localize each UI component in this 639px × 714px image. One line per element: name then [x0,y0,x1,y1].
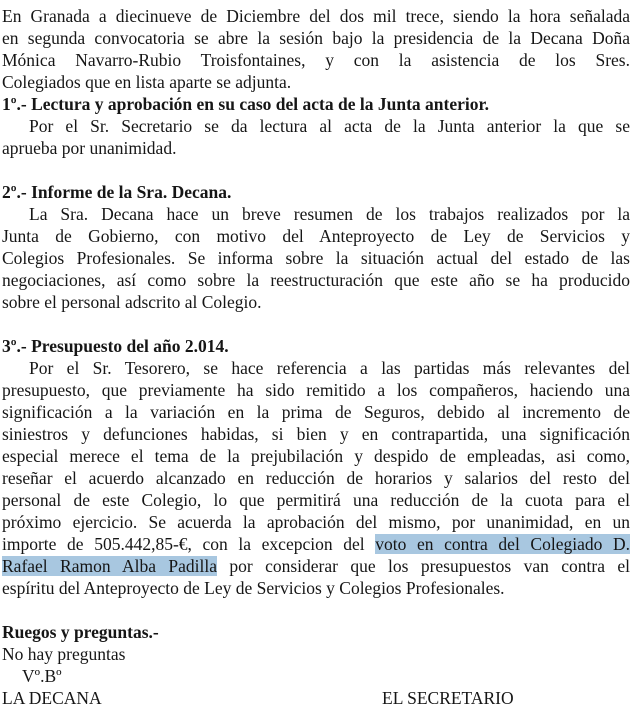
text-segment: aprueba por unanimidad. [2,138,177,158]
paragraph-line [2,445,630,467]
spacer [2,599,630,621]
section-heading: Ruegos y preguntas.- [2,622,159,642]
paragraph-line [2,203,630,225]
text-segment: siniestros y defunciones habidas, si bien y en contrapartida, una significación [2,424,630,444]
text-segment: reseñar el acuerdo alcanzado en reducción de horarios y salarios del resto del [2,468,630,488]
paragraph-line [2,5,630,27]
text-segment: espíritu del Anteproyecto de Ley de Servicios y Colegios Profesionales. [2,578,505,598]
spacer [2,159,630,181]
paragraph-line [2,357,630,379]
paragraph-line [2,489,630,511]
paragraph-line [2,555,630,577]
section-heading: 3º.- Presupuesto del año 2.014. [2,336,229,356]
paragraph [2,357,630,599]
plain-line: Vº.Bº [22,666,62,686]
text-segment: por considerar que los presupuestos van contra el [217,556,630,576]
text-segment: Por el Sr. Tesorero, se hace referencia a las partidas más relevantes del [29,358,630,378]
paragraph-line [2,533,630,555]
text-segment: personal de este Colegio, lo que permitirá una reducción de la cuota para el [2,490,630,510]
section-heading: 2º.- Informe de la Sra. Decana. [2,182,232,202]
text-segment: próximo ejercicio. Se acuerda la aprobación del mismo, por unanimidad, en un [2,512,630,532]
signature-left: LA DECANA [2,688,102,708]
paragraph-line [2,115,630,137]
highlighted-text: Rafael Ramon Alba Padilla [2,556,218,576]
paragraph-line [2,71,630,93]
paragraph-line [2,49,630,71]
plain-line: No hay preguntas [2,644,126,664]
paragraph-line [2,511,630,533]
paragraph [2,115,630,159]
paragraph-line [2,269,630,291]
paragraph-line [2,247,630,269]
section-heading: 1º.- Lectura y aprobación en su caso del acta de la Junta anterior. [2,94,490,114]
text-segment: En Granada a diecinueve de Diciembre del dos mil trece, siendo la hora señalada [2,6,630,26]
text-segment: sobre el personal adscrito al Colegio. [2,292,262,312]
paragraph-line [2,379,630,401]
spacer [2,313,630,335]
text-segment: Colegios Profesionales. Se informa sobre la situación actual del estado de las [2,248,630,268]
paragraph-line [2,423,630,445]
text-segment: significación a la variación en la prima de Seguros, debido al incremento de [2,402,630,422]
text-segment: Junta de Gobierno, con motivo del Anteproyecto de Ley de Servicios y [2,226,630,246]
paragraph-line [2,291,630,313]
text-segment: La Sra. Decana hace un breve resumen de los trabajos realizados por la [29,204,630,224]
paragraph-line [2,467,630,489]
paragraph [2,5,630,93]
signature-row [2,687,630,709]
text-segment: Por el Sr. Secretario se da lectura al acta de la Junta anterior la que se [29,116,630,136]
text-segment: en segunda convocatoria se abre la sesión bajo la presidencia de la Decana Doña [2,28,630,48]
paragraph-line [2,225,630,247]
highlighted-text: voto en contra del Colegiado D. [375,534,631,554]
paragraph-line [2,27,630,49]
text-segment: Colegiados que en lista aparte se adjunta. [2,72,292,92]
text-segment: Mónica Navarro-Rubio Troisfontaines, y con la asistencia de los Sres. [2,50,630,70]
text-segment: especial merece el tema de la prejubilación y despido de empleadas, asi como, [2,446,630,466]
paragraph-line [2,401,630,423]
paragraph-line [2,577,630,599]
signature-right: EL SECRETARIO [382,688,514,708]
text-segment: importe de 505.442,85-€, con la excepcion del [2,534,376,554]
text-segment: negociaciones, así como sobre la reestructuración que este año se ha producido [2,270,630,290]
paragraph [2,203,630,313]
paragraph-line [2,137,630,159]
text-segment: presupuesto, que previamente ha sido remitido a los compañeros, haciendo una [2,380,630,400]
